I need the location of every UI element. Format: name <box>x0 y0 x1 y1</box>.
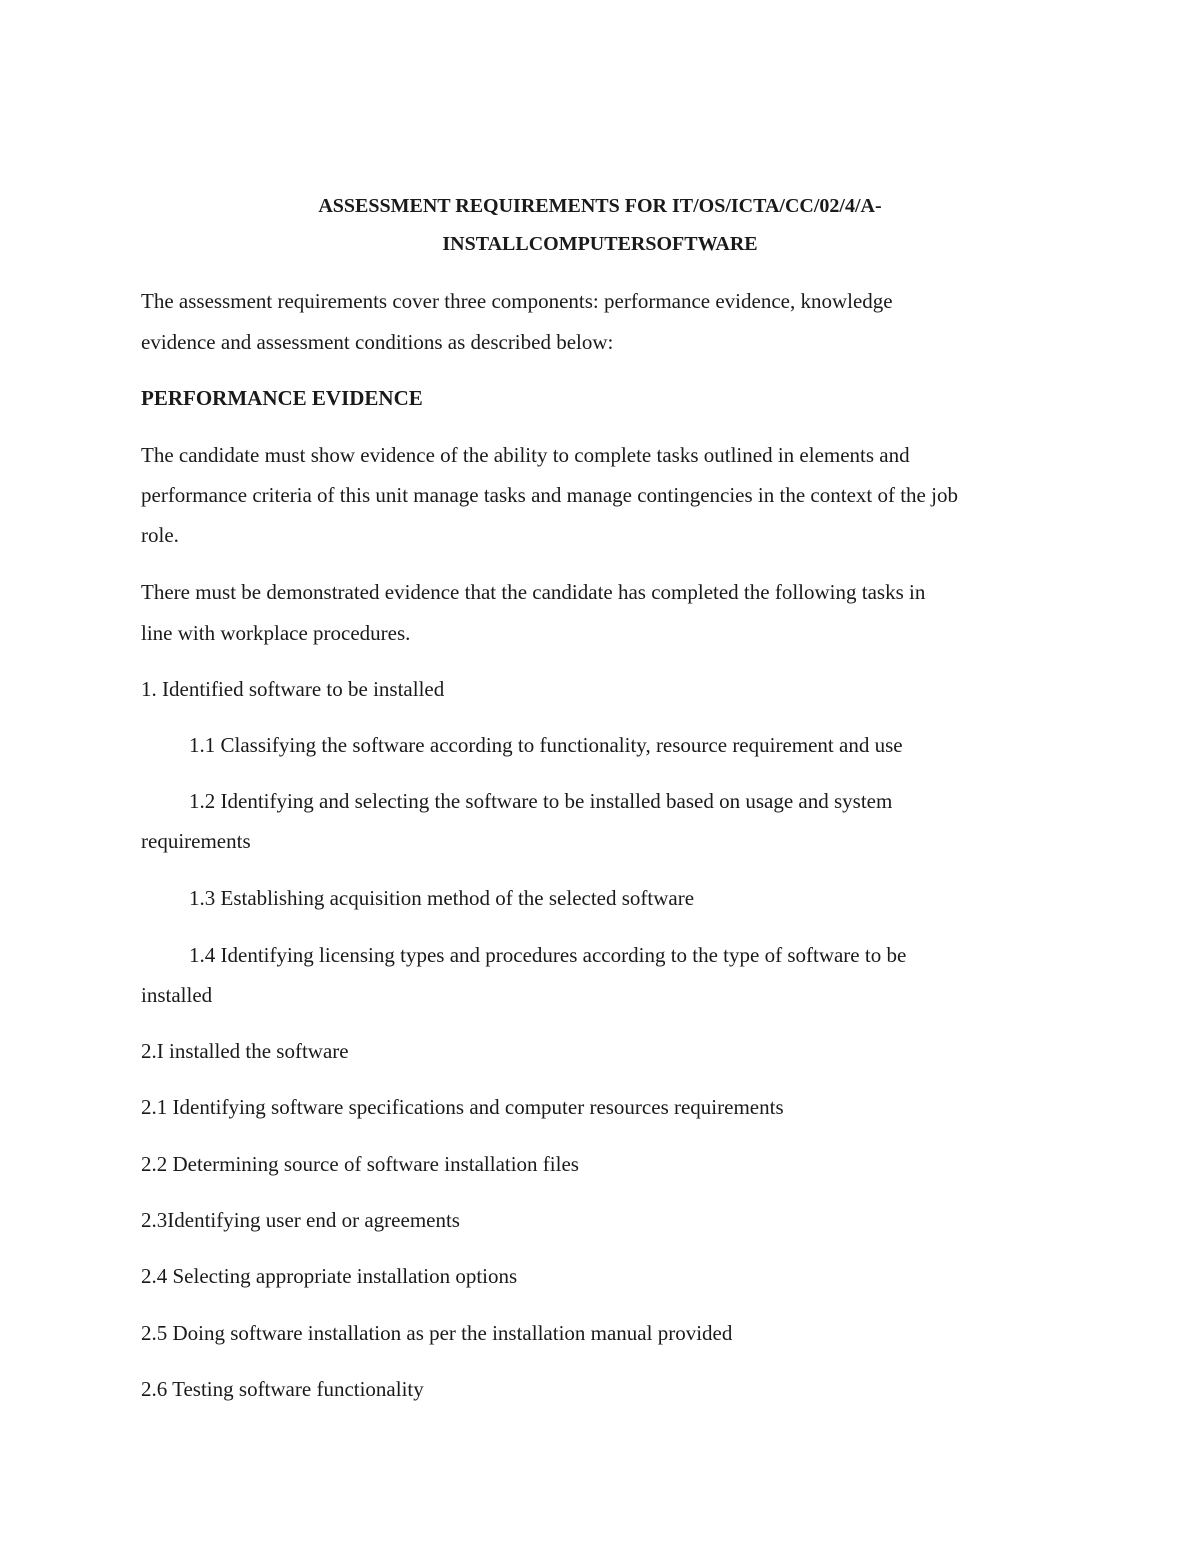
list-item-2-4: 2.4 Selecting appropriate installation options <box>141 1264 518 1288</box>
list-item-2-2: 2.2 Determining source of software installation files <box>141 1152 579 1176</box>
document-title-line-1: ASSESSMENT REQUIREMENTS FOR IT/OS/ICTA/CC/02/4/A- <box>318 195 882 217</box>
list-item-1-2-line-2: requirements <box>141 829 251 853</box>
paragraph-1-line-1: The candidate must show evidence of the ability to complete tasks outlined in elements and <box>141 443 910 467</box>
paragraph-2-line-1: There must be demonstrated evidence that the candidate has completed the following tasks in <box>141 580 926 604</box>
list-item-1-4-line-1: 1.4 Identifying licensing types and procedures according to the type of software to be <box>189 943 907 967</box>
intro-line-2: evidence and assessment conditions as described below: <box>141 330 614 354</box>
list-item-2-1: 2.1 Identifying software specifications and computer resources requirements <box>141 1095 784 1119</box>
list-item-2-6: 2.6 Testing software functionality <box>141 1377 424 1401</box>
paragraph-1-line-2: performance criteria of this unit manage tasks and manage contingencies in the context of the job <box>141 483 958 507</box>
list-item-1-1: 1.1 Classifying the software according to functionality, resource requirement and use <box>189 733 903 757</box>
list-item-1: 1. Identified software to be installed <box>141 677 445 701</box>
intro-line-1: The assessment requirements cover three components: performance evidence, knowledge <box>141 289 893 313</box>
list-item-2-5: 2.5 Doing software installation as per the installation manual provided <box>141 1321 733 1345</box>
list-item-2: 2.I installed the software <box>141 1039 349 1063</box>
paragraph-2-line-2: line with workplace procedures. <box>141 621 411 645</box>
paragraph-1-line-3: role. <box>141 523 179 547</box>
section-heading-performance-evidence: PERFORMANCE EVIDENCE <box>141 386 423 410</box>
list-item-1-3: 1.3 Establishing acquisition method of the selected software <box>189 886 695 910</box>
list-item-2-3: 2.3Identifying user end or agreements <box>141 1208 460 1232</box>
list-item-1-4-line-2: installed <box>141 983 213 1007</box>
list-item-1-2-line-1: 1.2 Identifying and selecting the software to be installed based on usage and system <box>189 789 893 813</box>
document-title-line-2: INSTALLCOMPUTERSOFTWARE <box>442 233 758 255</box>
